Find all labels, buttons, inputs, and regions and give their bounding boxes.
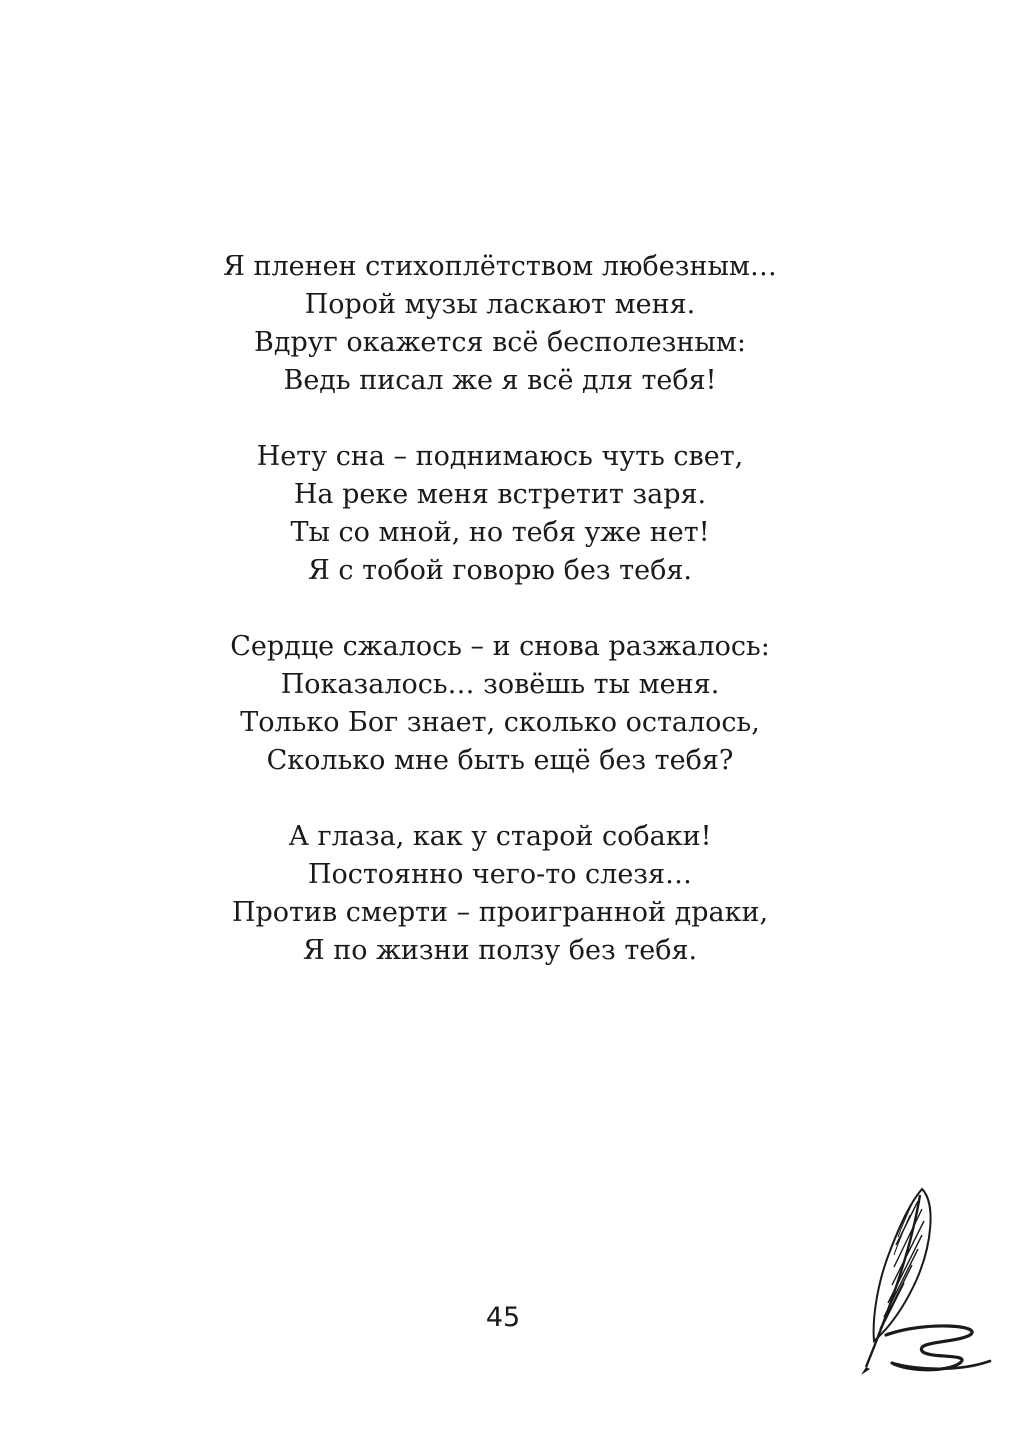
poem-line: Я пленен стихоплётством любезным… <box>223 251 777 282</box>
poem-line: Я с тобой говорю без тебя. <box>308 555 692 586</box>
page-number: 45 <box>485 1302 521 1333</box>
poem-line: Постоянно чего-то слезя… <box>307 859 693 890</box>
poem-line: Я по жизни ползу без тебя. <box>302 935 698 966</box>
poem-line: Показалось… зовёшь ты меня. <box>280 669 720 700</box>
poem-line: Вдруг окажется всё бесполезным: <box>253 327 746 358</box>
poem-line: Ты со мной, но тебя уже нет! <box>290 517 710 548</box>
stanza-1 <box>0 248 1000 400</box>
stanza-3 <box>0 628 1000 780</box>
poem-line: На реке меня встретит заря. <box>293 479 707 510</box>
poem-line: А глаза, как у старой собаки! <box>288 821 712 852</box>
poem <box>0 248 1000 1008</box>
quill-pen-icon <box>852 1185 997 1380</box>
poem-line: Против смерти – проигранной драки, <box>231 897 769 928</box>
poem-line: Нету сна – поднимаюсь чуть свет, <box>256 441 744 472</box>
poem-line: Только Бог знает, сколько осталось, <box>240 707 760 738</box>
poem-line: Ведь писал же я всё для тебя! <box>283 365 717 396</box>
poem-line: Сердце сжалось – и снова разжалось: <box>230 631 770 662</box>
stanza-4 <box>0 818 1000 970</box>
poem-line: Сколько мне быть ещё без тебя? <box>266 745 734 776</box>
stanza-2 <box>0 438 1000 590</box>
poem-line: Порой музы ласкают меня. <box>304 289 696 320</box>
